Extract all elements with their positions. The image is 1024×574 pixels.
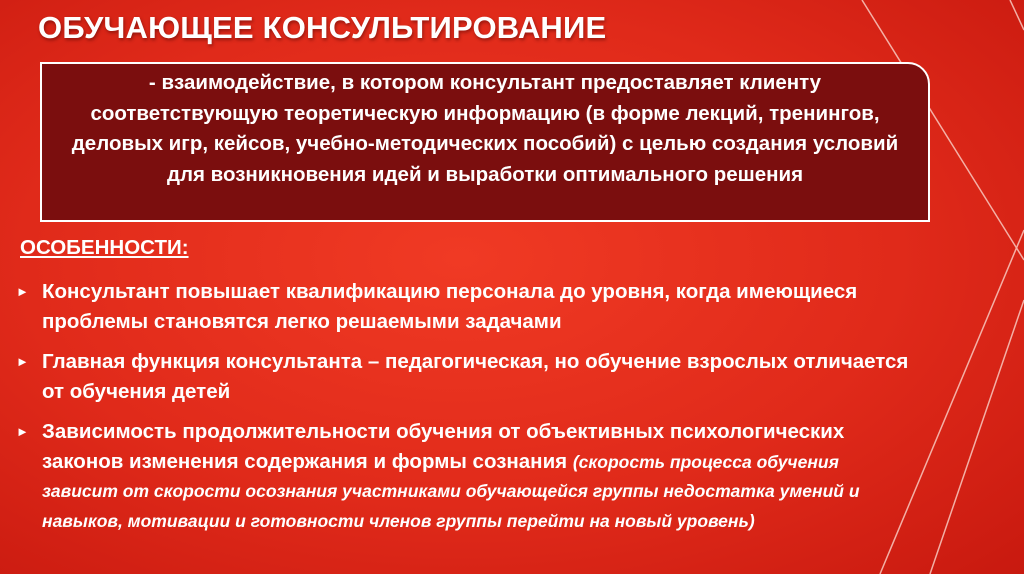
bullet-arrow-icon: ► (16, 284, 29, 299)
definition-text: - взаимодействие, в котором консультант предоставляет клиенту соответствующую теоретическую информацию (в форме лекций, тренингов, деловых игр, кейсов, учебно-методических пособий) с целью создания условий для возникновения идей и выработки оптимального решения (71, 71, 899, 186)
bullet-text: Главная функция консультанта – педагогическая, но обучение взрослых отличается от обучения детей (42, 350, 909, 403)
bullet-text: Зависимость продолжительности обучения от объективных психологических законов изменения содержания и формы сознания (42, 420, 845, 473)
slide-title: ОБУЧАЮЩЕЕ КОНСУЛЬТИРОВАНИЕ (38, 10, 607, 45)
list-item (16, 347, 916, 406)
features-heading: ОСОБЕННОСТИ: (20, 236, 189, 259)
features-list (16, 277, 916, 535)
bullet-note: (скорость процесса обучения зависит от скорости осознания участниками обучающейся группы недостатка умений и навыков, мотивации и готовности членов группы перейти на новый уровень) (42, 451, 860, 531)
bullet-arrow-icon: ► (16, 354, 29, 369)
bullet-text: Консультант повышает квалификацию персонала до уровня, когда имеющиеся проблемы становятся легко решаемыми задачами (42, 280, 858, 333)
list-item (16, 277, 916, 336)
bullet-arrow-icon: ► (16, 424, 29, 439)
list-item (16, 417, 916, 535)
